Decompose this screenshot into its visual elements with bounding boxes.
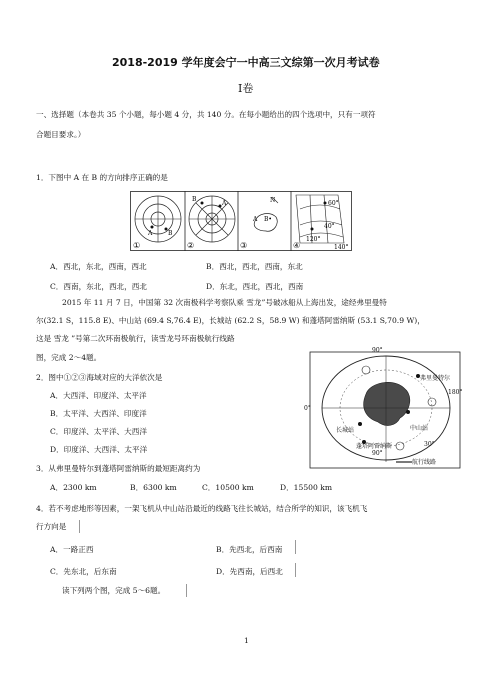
- q3-option-d: D．15500 km: [280, 483, 333, 492]
- q2-stem: 2．图中①②③海域对应的大洋依次是: [36, 373, 163, 382]
- panel1-a-label: A: [148, 230, 153, 237]
- map-zhongshan-label: 中山站: [410, 425, 429, 432]
- panel1-b-label: B: [168, 230, 173, 237]
- map-changcheng-label: 长城站: [336, 427, 355, 434]
- panel2-b-label: B: [192, 196, 197, 203]
- q4-stem-line1: 4．若不考虑地形等因素，一架飞机从中山站沿最近的线路飞往长城站，结合所学的知识，该飞机飞: [36, 504, 368, 513]
- q1-option-d: D．东北，西北，西北，西南: [206, 282, 304, 291]
- passage-line2: 尔(32.1 S，115.8 E)、中山站 (69.4 S,76.4 E)，长城站 (62.2 S，58.9 W) 和蓬塔阿雷纳斯 (53.1 S,70.9 W)，: [36, 316, 425, 325]
- panel3-b-label: B•: [264, 216, 272, 223]
- point-a-dot: [151, 226, 154, 229]
- q4-option-c: C．先东北，后东南: [50, 567, 117, 576]
- q1-direction-figure: [130, 191, 352, 251]
- q2-option-b: B．太平洋、大西洋、印度洋: [50, 409, 147, 418]
- q3-option-b: B．6300 km: [130, 483, 177, 492]
- map-punta-label: 蓬塔阿雷纳斯: [356, 443, 393, 450]
- panel3-number: ③: [240, 241, 248, 250]
- panel4-deg120: 120°: [306, 236, 321, 243]
- map-deg0: 0°: [304, 405, 311, 412]
- panel2-a-label: A: [222, 200, 227, 207]
- q4-stem-line2: 行方向是: [36, 522, 67, 531]
- passage-line4: 图，完成 2～4题。: [36, 353, 102, 362]
- q4-option-b: B．先西北，后西南: [216, 545, 283, 554]
- q1-option-a: A．西北，东北，西南，西北: [50, 262, 147, 271]
- panel4-deg140: 140°: [334, 244, 349, 251]
- map-deg180: 180°: [448, 389, 463, 396]
- panel2-number: ②: [187, 241, 195, 250]
- panel3-n-label: N: [270, 197, 276, 204]
- q3-option-c: C．10500 km: [202, 483, 254, 492]
- q1-option-c: C．西南，东北，西北，西北: [50, 282, 147, 291]
- q2-option-d: D．印度洋、大西洋、太平洋: [50, 445, 148, 454]
- passage-line3: 这是 雪龙 ”号第二次环南极航行，读雪龙号环南极航行线路: [36, 334, 235, 343]
- q1-option-b: B．西北，西北，西南，东北: [206, 262, 303, 271]
- antarctica-shape: [364, 382, 410, 425]
- q4-option-a: A．一路正西: [50, 545, 94, 554]
- zhongshan-dot: [406, 410, 410, 414]
- panel1-number: ①: [133, 241, 141, 250]
- panel4-deg60: 60°: [328, 200, 339, 207]
- section-intro-line2: 合题目要求。）: [36, 130, 86, 139]
- volume-label: Ⅰ卷: [238, 82, 254, 95]
- panel3-a-label: A: [253, 216, 258, 223]
- changcheng-dot: [358, 422, 362, 426]
- q3-option-a: A．2300 km: [50, 483, 97, 492]
- q3-stem: 3．从弗里曼特尔到蓬塔阿雷纳斯的最短距离约为: [36, 464, 201, 473]
- map-deg90-top: 90°: [372, 347, 383, 354]
- map-fremantle-label: 弗里曼特尔: [420, 375, 451, 382]
- page-number: 1: [244, 636, 249, 645]
- section-intro-line1: 一、选择题（本卷共 35 个小题，每小题 4 分，共 140 分。在每小题给出的四个选项中，只有一项符: [36, 110, 376, 119]
- map-deg30: 30°: [424, 441, 435, 448]
- q2-option-c: C．印度洋、太平洋、大西洋: [50, 427, 147, 436]
- q4-option-d: D．先西南，后西北: [216, 567, 283, 576]
- antarctic-route-map: [300, 346, 468, 474]
- map-deg90-bottom: 90°: [372, 450, 383, 457]
- map-legend-label: 航行线路: [412, 459, 437, 466]
- passage-line1: 2015 年 11 月 7 日，中国第 32 次南极科学考察队乘 雪龙”号破冰船从上海出发，途经弗里曼特: [62, 298, 387, 307]
- panel4-deg40: 40°: [324, 223, 335, 230]
- q2-option-a: A．大西洋、印度洋、太平洋: [50, 391, 147, 400]
- exam-title: 2018-2019 学年度会宁一中高三文综第一次月考试卷: [112, 56, 380, 69]
- next-question-lead: 读下列两个图，完成 5～6题。: [62, 586, 166, 595]
- panel-1-polar-view: [135, 196, 181, 242]
- q1-stem: 1．下图中 A 在 B 的方向排序正确的是: [36, 173, 168, 182]
- panel4-number: ④: [293, 241, 301, 250]
